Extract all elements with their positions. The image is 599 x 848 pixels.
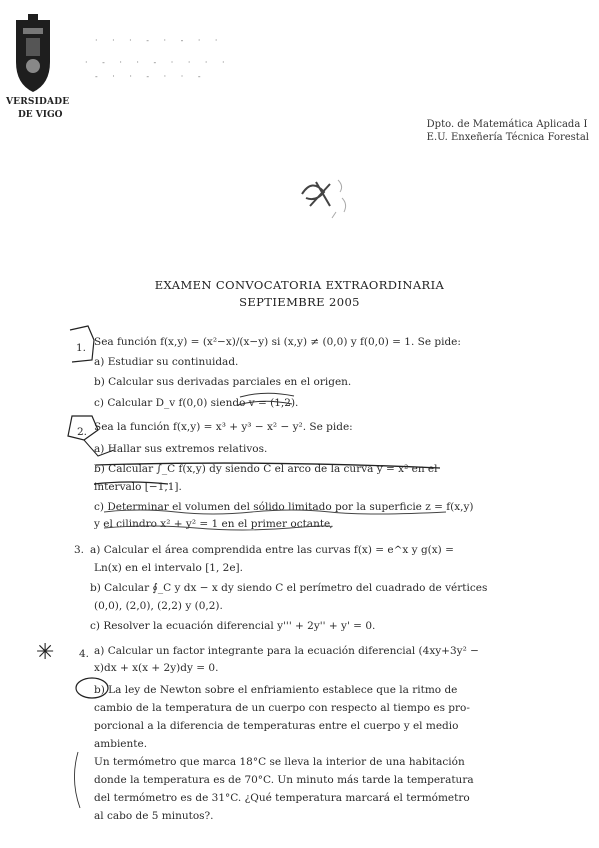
problem-line: al cabo de 5 minutos?. bbox=[94, 810, 214, 822]
school-name: E.U. Enxeñería Técnica Forestal bbox=[426, 132, 589, 143]
exam-title: EXAMEN CONVOCATORIA EXTRAORDINARIA bbox=[154, 278, 445, 292]
problem-line: x)dx + x(x + 2y)dy = 0. bbox=[94, 662, 219, 674]
problem-line: a) Estudiar su continuidad. bbox=[94, 356, 239, 368]
problem-line: b) Calcular ∫_C f(x,y) dy siendo C el arco de la curva y = x² en el bbox=[94, 463, 438, 475]
exam-date: SEPTIEMBRE 2005 bbox=[239, 295, 360, 309]
problem-number: 4. bbox=[79, 648, 90, 660]
problem-line: c) Determinar el volumen del sólido limitado por la superficie z = f(x,y) bbox=[94, 501, 474, 513]
problem-line: Un termómetro que marca 18°C se lleva la interior de una habitación bbox=[94, 756, 465, 768]
problem-line: b) Calcular ∮_C y dx − x dy siendo C el perímetro del cuadrado de vértices bbox=[90, 582, 488, 594]
problem-line: ambiente. bbox=[94, 738, 148, 750]
problem-line: donde la temperatura es de 70°C. Un minuto más tarde la temperatura bbox=[94, 774, 474, 786]
problem-line: b) Calcular sus derivadas parciales en el origen. bbox=[94, 376, 352, 388]
problem-line: porcional a la diferencia de temperaturas entre el cuerpo y el medio bbox=[94, 720, 459, 732]
university-name-line2: DE VIGO bbox=[18, 110, 63, 120]
problem-line: a) Calcular el área comprendida entre las curvas f(x) = e^x y g(x) = bbox=[90, 544, 454, 556]
problem-line: a) Calcular un factor integrante para la ecuación diferencial (4xy+3y² − bbox=[94, 645, 479, 657]
department-block bbox=[427, 118, 589, 144]
scan-noise: · - · · - · · · · bbox=[85, 58, 231, 67]
problem-line: (0,0), (2,0), (2,2) y (0,2). bbox=[94, 600, 223, 612]
problem-line: Sea función f(x,y) = (x²−x)/(x−y) si (x,y) ≠ (0,0) y f(0,0) = 1. Se pide: bbox=[94, 336, 461, 348]
problem-line: Ln(x) en el intervalo [1, 2e]. bbox=[94, 562, 243, 574]
problem-line: c) Calcular D_v f(0,0) siendo v = (1,2). bbox=[94, 397, 299, 409]
problem-line: cambio de la temperatura de un cuerpo con respecto al tiempo es pro- bbox=[94, 702, 470, 714]
problem-line: del termómetro es de 31°C. ¿Qué temperatura marcará el termómetro bbox=[94, 792, 470, 804]
problem-number: 3. bbox=[74, 544, 85, 556]
problem-line: y el cilindro x² + y² = 1 en el primer octante. bbox=[94, 518, 334, 530]
department-name: Dpto. de Matemática Aplicada I bbox=[426, 119, 588, 130]
problem-line: c) Resolver la ecuación diferencial y''' + 2y'' + y' = 0. bbox=[90, 620, 376, 632]
university-name-line1: VERSIDADE bbox=[6, 97, 70, 107]
problem-number: 1. bbox=[76, 342, 87, 354]
university-crest-logo bbox=[14, 14, 52, 94]
scan-noise: - · · - · · - bbox=[95, 72, 207, 81]
problem-line: Sea la función f(x,y) = x³ + y³ − x² − y². Se pide: bbox=[94, 421, 353, 433]
scan-noise: · · · - · - · · bbox=[95, 36, 224, 45]
problem-line: b) La ley de Newton sobre el enfriamiento establece que la ritmo de bbox=[94, 684, 458, 696]
stamp-scribble bbox=[296, 172, 366, 220]
problem-line: a) Hallar sus extremos relativos. bbox=[94, 443, 268, 455]
problem-line: intervalo [−1,1]. bbox=[94, 481, 182, 493]
problem-number: 2. bbox=[77, 426, 88, 438]
asterisk-margin-mark: ✳ bbox=[36, 640, 55, 665]
